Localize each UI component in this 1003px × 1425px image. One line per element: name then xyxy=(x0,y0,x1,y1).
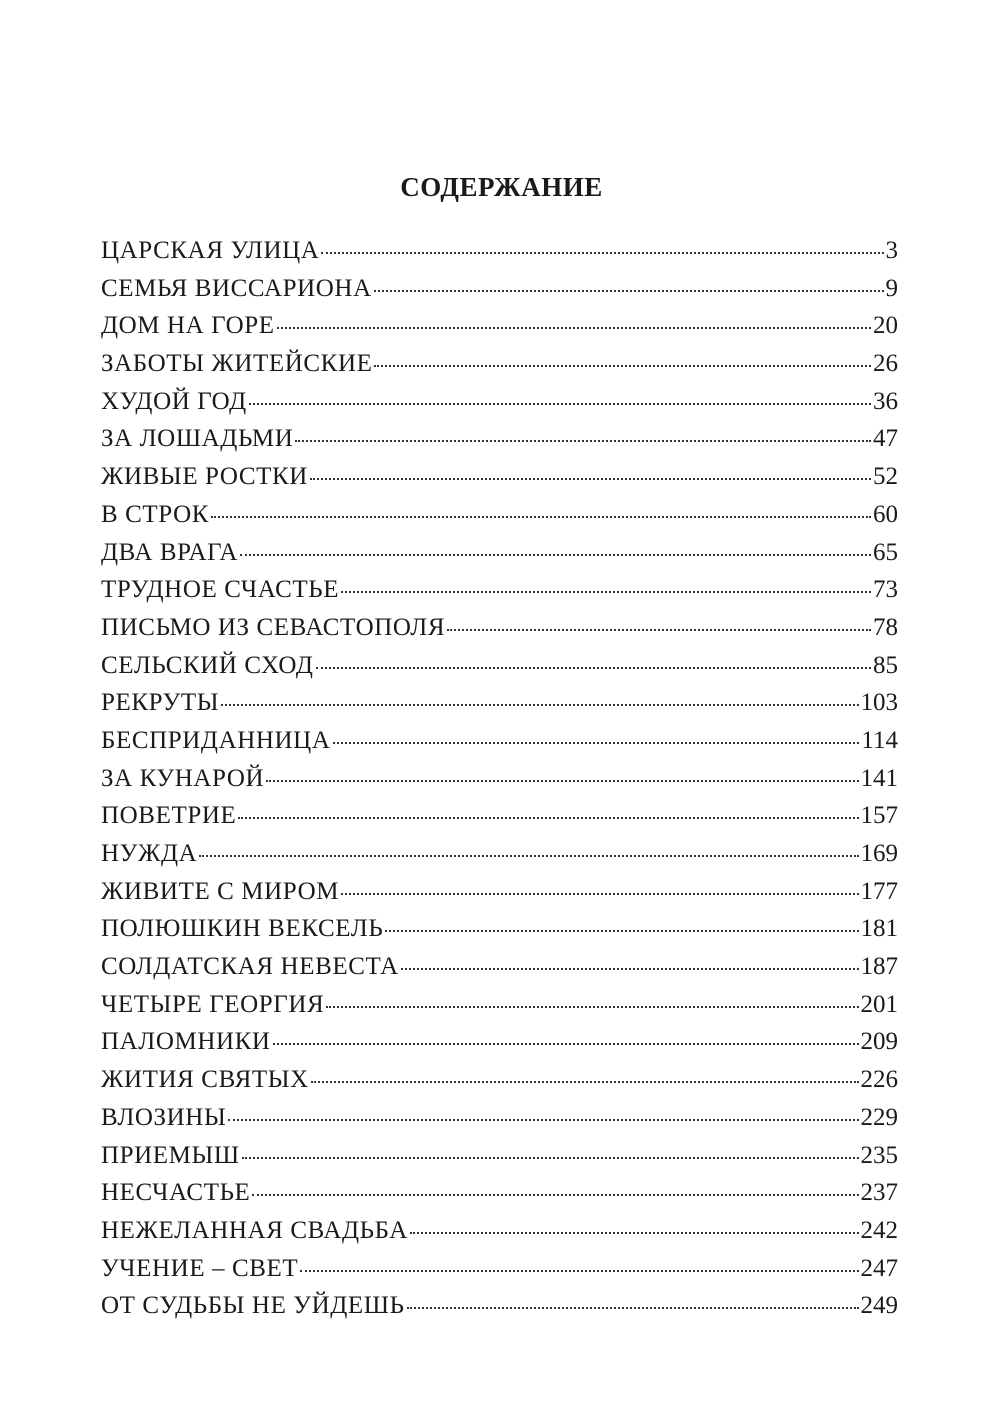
toc-page-number: 47 xyxy=(873,425,898,453)
toc-page-number: 169 xyxy=(860,840,898,867)
toc-entry xyxy=(101,1023,898,1061)
toc-page-number: 114 xyxy=(861,726,898,754)
dot-leader xyxy=(221,704,858,706)
toc-entry-title: ЖИВЫЕ РОСТКИ xyxy=(101,463,308,491)
toc-entry xyxy=(101,722,898,760)
toc-entry xyxy=(101,684,898,722)
toc-entry-title: ПОВЕТРИЕ xyxy=(101,802,237,830)
dot-leader xyxy=(341,893,858,895)
toc-page-number: 237 xyxy=(860,1179,898,1207)
dot-leader xyxy=(410,1232,859,1234)
toc-entry-title: УЧЕНИЕ – СВЕТ xyxy=(101,1254,299,1282)
toc-page-number: 247 xyxy=(860,1254,898,1282)
dot-leader xyxy=(199,855,858,857)
toc-entry xyxy=(101,571,898,609)
toc-entry-title: ДВА ВРАГА xyxy=(101,538,239,566)
toc-entry-title: ХУДОЙ ГОД xyxy=(101,387,247,415)
toc-page-number: 65 xyxy=(873,538,898,566)
toc-entry-title: НЕЖЕЛАННАЯ СВАДЬБА xyxy=(101,1216,408,1244)
toc-entry xyxy=(101,948,898,986)
toc-entry xyxy=(101,307,898,345)
toc-entry xyxy=(101,1250,898,1288)
toc-page-number: 73 xyxy=(873,576,898,604)
page-title: СОДЕРЖАНИЕ xyxy=(400,172,603,202)
toc-page-number: 157 xyxy=(860,802,898,830)
toc-entry-title: РЕКРУТЫ xyxy=(101,689,220,717)
toc-entry xyxy=(101,420,898,458)
toc-page-number: 3 xyxy=(885,237,898,264)
toc-entry-title: ПИСЬМО ИЗ СЕВАСТОПОЛЯ xyxy=(101,613,446,641)
dot-leader xyxy=(211,516,871,518)
dot-leader xyxy=(240,554,871,556)
toc-page-number: 242 xyxy=(860,1216,898,1244)
toc-entry-title: ВЛОЗИНЫ xyxy=(101,1103,227,1131)
dot-leader xyxy=(295,440,871,442)
toc-page-number: 177 xyxy=(860,877,898,905)
dot-leader xyxy=(300,1270,858,1272)
toc-entry-title: В СТРОК xyxy=(101,500,210,528)
toc-entry xyxy=(101,534,898,572)
toc-page-number: 235 xyxy=(860,1141,898,1169)
dot-leader xyxy=(326,1006,858,1008)
dot-leader xyxy=(316,667,872,669)
toc-page-number: 85 xyxy=(873,651,898,679)
dot-leader xyxy=(273,1043,859,1045)
toc-entry xyxy=(101,609,898,647)
toc-entry xyxy=(101,1212,898,1250)
toc-page-number: 36 xyxy=(873,387,898,415)
dot-leader xyxy=(228,1119,858,1121)
toc-entry xyxy=(101,383,898,421)
toc-entry-title: ПАЛОМНИКИ xyxy=(101,1028,271,1056)
toc-entry-title: СОЛДАТСКАЯ НЕВЕСТА xyxy=(101,953,399,981)
toc-page-number: 226 xyxy=(860,1066,898,1094)
toc-page-number: 103 xyxy=(860,689,898,717)
toc-entry-title: НУЖДА xyxy=(101,840,198,867)
toc-entry xyxy=(101,270,898,308)
toc-entry xyxy=(101,1061,898,1099)
toc-entry-title: ЖИВИТЕ С МИРОМ xyxy=(101,877,340,905)
toc-page-number: 229 xyxy=(860,1103,898,1131)
toc-entry-title: НЕСЧАСТЬЕ xyxy=(101,1179,251,1207)
toc-entry xyxy=(101,345,898,383)
dot-leader xyxy=(374,365,871,367)
toc-entry-title: ЗА ЛОШАДЬМИ xyxy=(101,425,294,453)
toc-page-number: 187 xyxy=(860,953,898,981)
toc-entry xyxy=(101,1174,898,1212)
toc-entry xyxy=(101,496,898,534)
dot-leader xyxy=(333,742,860,744)
dot-leader xyxy=(385,930,858,932)
table-of-contents xyxy=(101,232,898,1325)
toc-page-number: 141 xyxy=(860,764,898,792)
toc-entry xyxy=(101,797,898,835)
dot-leader xyxy=(407,1307,859,1309)
toc-entry-title: СЕЛЬСКИЙ СХОД xyxy=(101,651,314,679)
toc-entry-title: ЦАРСКАЯ УЛИЦА xyxy=(101,237,320,264)
dot-leader xyxy=(447,629,871,631)
toc-entry-title: ЖИТИЯ СВЯТЫХ xyxy=(101,1066,309,1094)
toc-page-number: 9 xyxy=(885,274,898,302)
toc-entry xyxy=(101,1137,898,1175)
dot-leader xyxy=(238,817,858,819)
toc-entry xyxy=(101,232,898,270)
toc-entry xyxy=(101,835,898,873)
toc-entry xyxy=(101,873,898,911)
toc-entry xyxy=(101,1099,898,1137)
toc-entry-title: ДОМ НА ГОРЕ xyxy=(101,312,275,340)
toc-entry-title: ЗА КУНАРОЙ xyxy=(101,764,265,792)
toc-entry-title: ЧЕТЫРЕ ГЕОРГИЯ xyxy=(101,990,325,1018)
toc-entry xyxy=(101,986,898,1024)
dot-leader xyxy=(401,968,859,970)
toc-entry-title: ПРИЕМЫШ xyxy=(101,1141,240,1169)
dot-leader xyxy=(266,780,858,782)
toc-page-number: 20 xyxy=(873,312,898,340)
toc-page-number: 209 xyxy=(860,1028,898,1056)
toc-entry xyxy=(101,458,898,496)
dot-leader xyxy=(341,591,871,593)
toc-entry-title: БЕСПРИДАННИЦА xyxy=(101,726,331,754)
toc-entry-title: СЕМЬЯ ВИССАРИОНА xyxy=(101,274,372,302)
dot-leader xyxy=(252,1194,858,1196)
toc-entry xyxy=(101,910,898,948)
dot-leader xyxy=(321,252,883,254)
toc-page-number: 26 xyxy=(873,350,898,378)
toc-page-number: 52 xyxy=(873,463,898,491)
dot-leader xyxy=(242,1157,859,1159)
toc-entry-title: ПОЛЮШКИН ВЕКСЕЛЬ xyxy=(101,915,384,943)
toc-page-number: 201 xyxy=(860,990,898,1018)
dot-leader xyxy=(311,1081,859,1083)
toc-entry xyxy=(101,1287,898,1325)
toc-entry xyxy=(101,647,898,685)
dot-leader xyxy=(277,327,871,329)
toc-entry xyxy=(101,760,898,798)
dot-leader xyxy=(249,403,871,405)
toc-entry-title: ТРУДНОЕ СЧАСТЬЕ xyxy=(101,576,340,604)
toc-entry-title: ОТ СУДЬБЫ НЕ УЙДЕШЬ xyxy=(101,1292,405,1320)
toc-page-number: 60 xyxy=(873,500,898,528)
toc-entry-title: ЗАБОТЫ ЖИТЕЙСКИЕ xyxy=(101,350,373,378)
toc-page-number: 78 xyxy=(873,613,898,641)
dot-leader xyxy=(310,478,871,480)
dot-leader xyxy=(374,290,884,292)
toc-page-number: 249 xyxy=(860,1292,898,1320)
toc-page-number: 181 xyxy=(860,915,898,943)
